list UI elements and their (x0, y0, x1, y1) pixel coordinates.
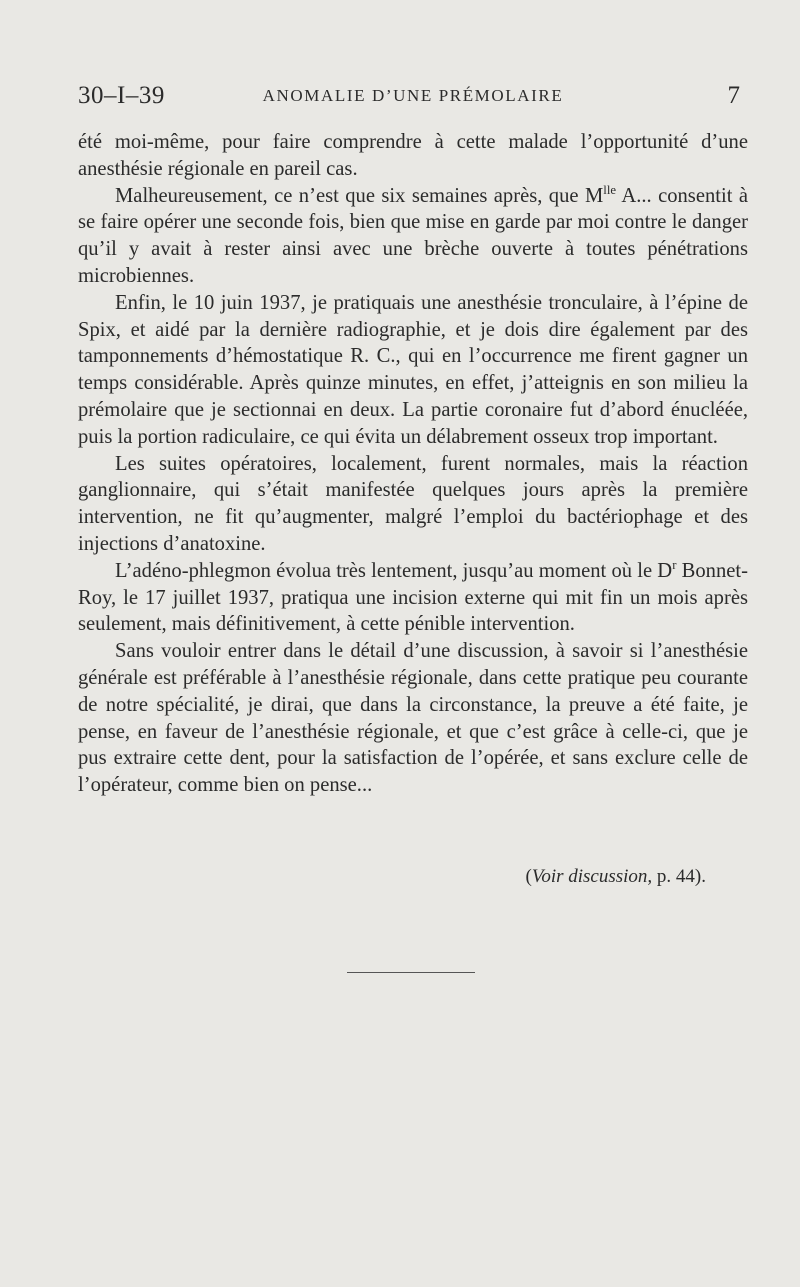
reference-page: p. 44). (652, 866, 706, 887)
paragraph-5-part-1: L’adéno-phlegmon évolua très lentement, jusqu’au moment où le D (115, 559, 673, 582)
paragraph-2-part-1: Malheureusement, ce n’est que six semaines après, que M (115, 184, 604, 207)
closing-rule (347, 972, 475, 973)
paragraph-2-part-2: A... consentit à se faire opérer une seconde fois, bien que mise en garde par moi contre le danger qu’il y avait à rester ainsi avec une brèche ouverte à toutes pénétrations microbiennes. (78, 184, 748, 287)
running-head (78, 82, 740, 114)
reference-open-paren: ( (525, 866, 532, 887)
paragraph-5 (78, 558, 748, 638)
paragraph-5-part-2: Bonnet-Roy, le 17 juillet 1937, pratiqua une incision externe qui mit fin un mois après seulement, mais définitivement, à cette pénible intervention. (78, 559, 748, 636)
paragraph-2-superscript: lle (603, 182, 617, 197)
paragraph-5-superscript: r (672, 557, 677, 572)
paragraph-6: Sans vouloir entrer dans le détail d’une discussion, à savoir si l’anesthésie générale est préférable à l’anesthésie régionale, dans cette pratique peu courante de notre spécialité, je dirai, que dans la circonstance, la preuve a été faite, je pense, en faveur de l’anesthésie régionale, et que c’est grâce à celle-ci, que je pus extraire cette dent, pour la satisfaction de l’opérée, et sans exclure celle de l’opérateur, comme bien on pense... (78, 640, 748, 797)
page-number: 7 (727, 82, 740, 109)
running-head-date: 30–I–39 (78, 82, 165, 109)
running-head-title: ANOMALIE D’UNE PRÉMOLAIRE (262, 86, 564, 105)
paragraph-4: Les suites opératoires, localement, furent normales, mais la réaction ganglionnaire, qui s’était manifestée quelques jours après la première intervention, ne fit qu’augmenter, malgré l’emploi du bactériophage et des injections d’anatoxine. (78, 452, 748, 555)
discussion-reference (525, 866, 706, 888)
body-text (78, 129, 748, 799)
paragraph-1: été moi-même, pour faire comprendre à cette malade l’opportunité d’une anesthésie régionale en pareil cas. (78, 131, 748, 180)
paragraph-3: Enfin, le 10 juin 1937, je pratiquais une anesthésie tronculaire, à l’épine de Spix, et aidé par la dernière radiographie, et je dois dire également par des tamponnements d’hémostatique R. C., qui en l’occurrence me firent gagner un temps considérable. Après quinze minutes, en effet, j’atteignis en son milieu la prémolaire que je sectionnai en deux. La partie coronaire fut d’abord énucléée, puis la portion radiculaire, ce qui évita un délabrement osseux trop important. (78, 291, 748, 448)
reference-italic: Voir discussion, (531, 866, 653, 887)
paragraph-2 (78, 183, 748, 290)
